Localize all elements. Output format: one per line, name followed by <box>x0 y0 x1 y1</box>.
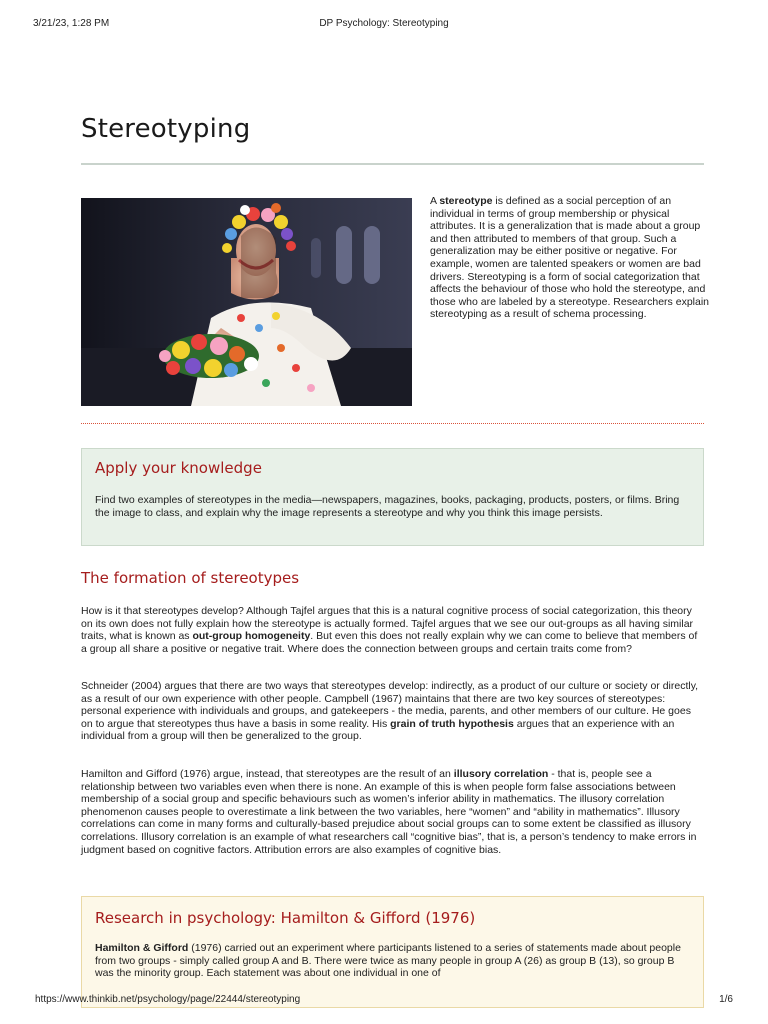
research-box <box>81 896 704 1008</box>
print-doc-title: DP Psychology: Stereotyping <box>319 18 449 29</box>
print-url[interactable]: https://www.thinkib.net/psychology/page/22444/stereotyping <box>35 994 301 1005</box>
apply-text: Find two examples of stereotypes in the media—newspapers, magazines, books, packaging, products, posters, or films. Bring the image to class, and explain why the image represents a stereotype and why you think this image persists. <box>95 494 680 519</box>
intro-paragraph <box>430 195 710 321</box>
p3-text-a: Hamilton and Gifford (1976) argue, instead, that stereotypes are the result of an <box>81 768 454 780</box>
apply-heading: Apply your knowledge <box>95 459 262 477</box>
research-heading: Research in psychology: Hamilton & Gifford (1976) <box>95 909 476 927</box>
p3-term: illusory correlation <box>453 768 549 780</box>
research-term: Hamilton & Gifford <box>95 942 189 954</box>
p3-text-b: - that is, people see a relationship between two variables even when there is none. An example of this is when people form false associations between membership of a social group and specific behaviours such as women’s inferior ability in mathematics. The illusory correlation phenomenon causes people to overestimate a link between the two variables, here “women” and “ability in mathematics”. Illusory correlations can come in many forms and culturally-based prejudice about social groups can to some extent be classified as illusory correlations. Illusory correlation is an example of what researchers call “cognitive bias”, that is, a person’s tendency to make errors in judgment based on cognitive factors. Attribution errors are also examples of cognitive bias. <box>81 768 697 856</box>
formation-paragraph-3 <box>81 768 704 856</box>
print-header <box>0 0 768 40</box>
woman-with-flowers-photo <box>81 198 412 406</box>
research-text <box>95 942 690 980</box>
p2-text-b: argues that an experience with an individual from a group will then be generalized to the group. <box>81 717 675 743</box>
p1-text-b: . But even this does not really explain why we can come to believe that members of a group all share a positive or negative trait. Where does the connection between groups and certain traits come from? <box>81 630 698 655</box>
page-number: 1/6 <box>719 994 733 1005</box>
formation-heading: The formation of stereotypes <box>81 569 300 587</box>
formation-paragraph-1 <box>81 605 704 655</box>
p2-text-a: Schneider (2004) argues that there are two ways that stereotypes develop: indirectly, as a product of our culture or society or directly, as a result of our own experience with other people. Campbell (1967) maintains that there are two key sources of stereotypes: personal experience with individuals and groups, and gatekeepers - the media, parents, and other members of our culture. He goes on to argue that stereotypes thus have a basis in some reality. His <box>81 680 699 730</box>
research-body: (1976) carried out an experiment where participants listened to a series of statements made about people from two groups - simply called group A and B. There were twice as many people in group A (26) as group B (13), so group B was the minority group. Each statement was about one individual in one of <box>95 942 681 980</box>
section-divider <box>81 423 704 424</box>
apply-knowledge-box <box>81 448 704 546</box>
page-title: Stereotyping <box>81 114 251 144</box>
p1-text-a: How is it that stereotypes develop? Although Tajfel argues that this is a natural cognitive process of social categorization, this theory on its own does not fully explain how the stereotype is actually formed. Tajfel argues that we see our out-groups as all having similar traits, what is known as <box>81 605 694 643</box>
p1-term: out-group homogeneity <box>192 630 311 643</box>
p2-term: grain of truth hypothesis <box>390 717 514 730</box>
formation-paragraph-2 <box>81 680 704 743</box>
intro-term-stereotype: stereotype <box>439 195 493 207</box>
intro-rest: is defined as a social perception of an individual in terms of group membership or physical attributes. It is a generalization that is made about a group and then attributed to members of that group. Such a generalization may be either positive or negative. For example, women are talented speakers or women are bad drivers. Stereotyping is a form of social categorization that affects the behaviour of those who hold the stereotype, and those who are labeled by a stereotype. Researchers explain stereotyping as a result of schema processing. <box>430 195 709 321</box>
intro-lead: A <box>430 195 440 207</box>
print-datetime: 3/21/23, 1:28 PM <box>33 18 110 29</box>
title-divider <box>81 163 704 165</box>
